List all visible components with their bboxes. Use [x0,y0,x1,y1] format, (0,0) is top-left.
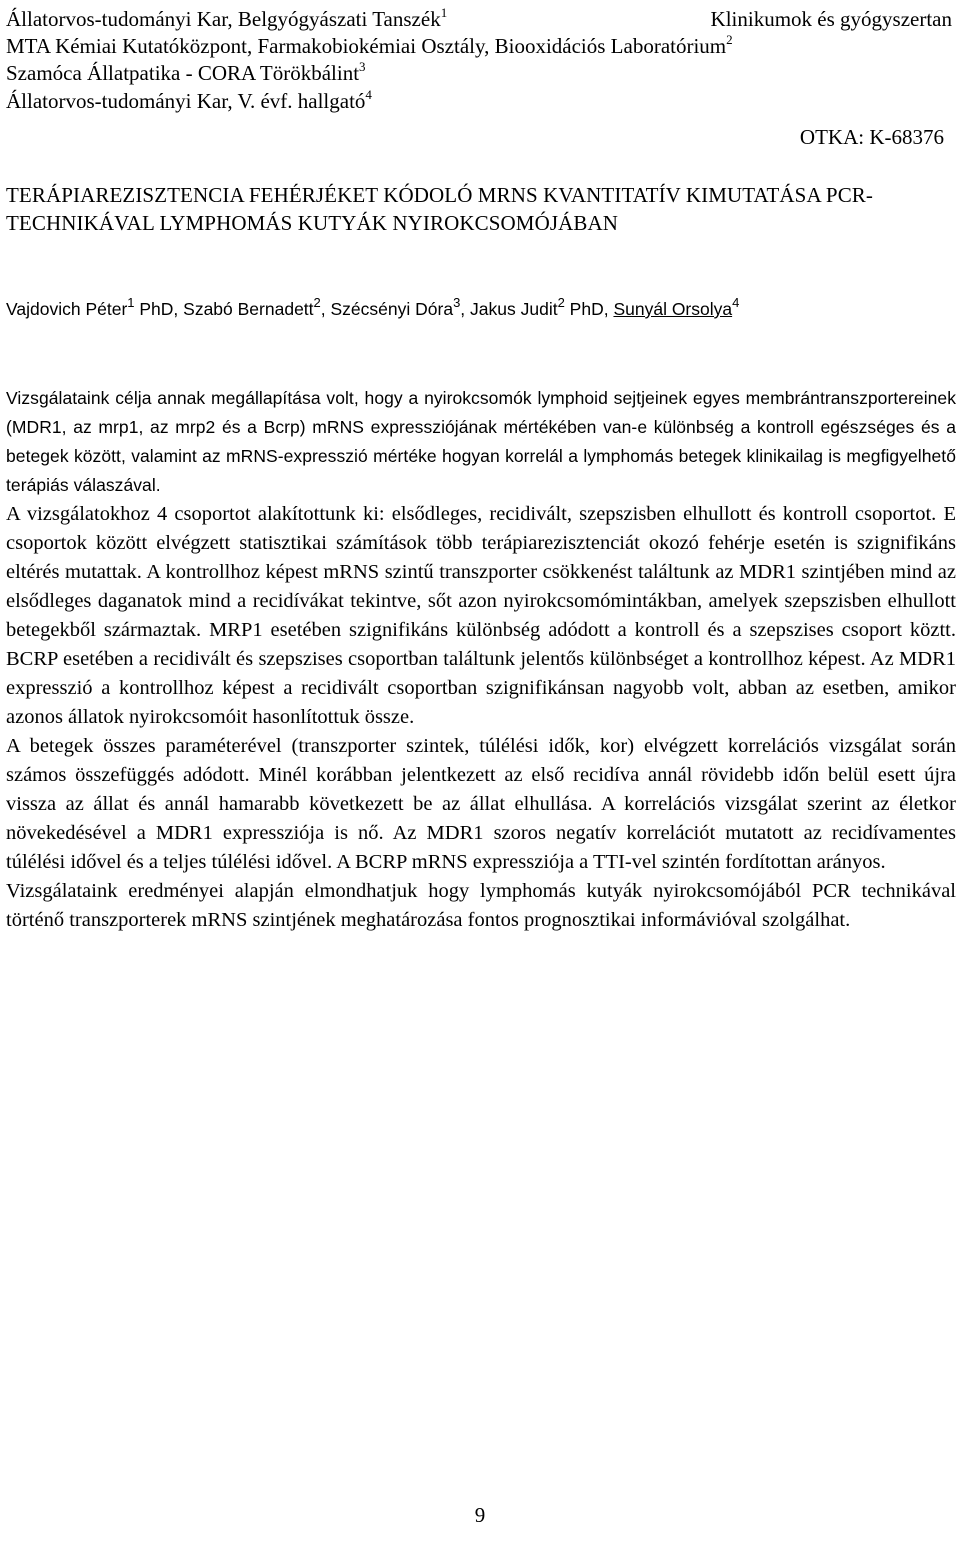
affiliation-1 [6,6,447,32]
section-label: Klinikumok és gyógyszertan [710,7,952,31]
paragraph-correlation: A betegek összes paraméterével (transzporter szintek, túlélési idők, kor) elvégzett korrelációs vizsgálat során számos összefüggés adódott. Minél korábban jelentkezett az első recidíva annál rövidebb időn belül esett újra vissza az állat és annál hamarabb következett be az állat elhullása. A korrelációs vizsgálat szerint az életkor növekedésével a MDR1 expressziója is nő. Az MDR1 szoros negatív korrelációt mutatott az recidívamentes túlélési idővel és a teljes túlélési idővel. A BCRP mRNS expressziója a TTI-vel szintén fordítottan arányos. [6,735,956,873]
affiliation-3-sup: 3 [359,59,366,74]
abstract-body [6,384,956,935]
affiliation-3-text: Szamóca Állatpatika - CORA Törökbálint [6,61,360,85]
affiliation-2 [6,33,733,59]
affiliation-4-sup: 4 [365,87,372,102]
paragraph-aim: Vizsgálataink célja annak megállapítása volt, hogy a nyirokcsomók lymphoid sejtjeinek egyes membrántranszportereinek (MDR1, az mrp1, az mrp2 és a Bcrp) mRNS expressziójának mértékében van-e különbség a kontroll egészséges és a betegek között, valamint az mRNS-expresszió mértéke hogyan korrelál a lymphomás betegek klinikailag is megfigyelhető terápiás válaszával. [6,388,956,495]
affiliation-3 [6,60,366,86]
page-number: 9 [474,1503,486,1527]
paragraph-conclusion: Vizsgálataink eredményei alapján elmondhatjuk hogy lymphomás kutyák nyirokcsomójából PCR technikával történő transzporterek mRNS szintjének meghatározása fontos prognosztikai informávióval szolgálhat. [6,880,956,931]
article-title: TERÁPIAREZISZTENCIA FEHÉRJÉKET KÓDOLÓ MRNS KVANTITATÍV KIMUTATÁSA PCR-TECHNIKÁVAL LYMPHOMÁS KUTYÁK NYIROKCSOMÓJÁBAN [6,183,873,235]
author-2: Szabó Bernadett$^2$, [183,295,331,319]
author-3: Szécsényi Dóra$^3$, [330,295,471,319]
grant-id: OTKA: K-68376 [799,125,944,149]
author-5: Sunyál Orsolya$^4$ [613,295,740,319]
author-list [6,296,739,322]
affiliation-2-text: MTA Kémiai Kutatóközpont, Farmakobiokémiai Osztály, Biooxidációs Laboratórium [6,34,727,58]
affiliation-4-text: Állatorvos-tudományi Kar, V. évf. hallgató [6,89,366,113]
affiliation-2-sup: 2 [726,32,733,47]
affiliation-4 [6,88,372,114]
author-4: Jakus Judit$^2$ PhD, [470,295,614,319]
affiliation-1-text: Állatorvos-tudományi Kar, Belgyógyászati Tanszék [6,7,441,31]
paragraph-groups: A vizsgálatokhoz 4 csoportot alakítottunk ki: elsődleges, recidivált, szepszisben elhullott és kontroll csoportot. E csoportok között elvégzett statisztikai számítások több terápiarezisztenciát okozó fehérje esetén is szignifikáns eltérés mutattak. A kontrollhoz képest mRNS szintű transzporter csökkenést találtunk az MDR1 szintjében mind az elsődleges daganatok mind a recidívákat tekintve, sőt azon nyirokcsomómintákban, amelyek szepszisben elhullott betegekből származtak. MRP1 esetében szignifikáns különbség adódott a kontroll és a szepszises csoport köztt. BCRP esetében a recidivált és szepszises csoportban találtunk jelentős különbséget a kontrollhoz képest. Az MDR1 expresszió a kontrollhoz képest a recidivált csoportban szignifikánsan nagyobb volt, abban az esetben, amikor azonos állatok nyirokcsomóit hasonlítottuk össze. [6,503,956,728]
affiliation-1-sup: 1 [440,5,448,20]
author-1: Vajdovich Péter$^1$ PhD, [6,295,184,319]
